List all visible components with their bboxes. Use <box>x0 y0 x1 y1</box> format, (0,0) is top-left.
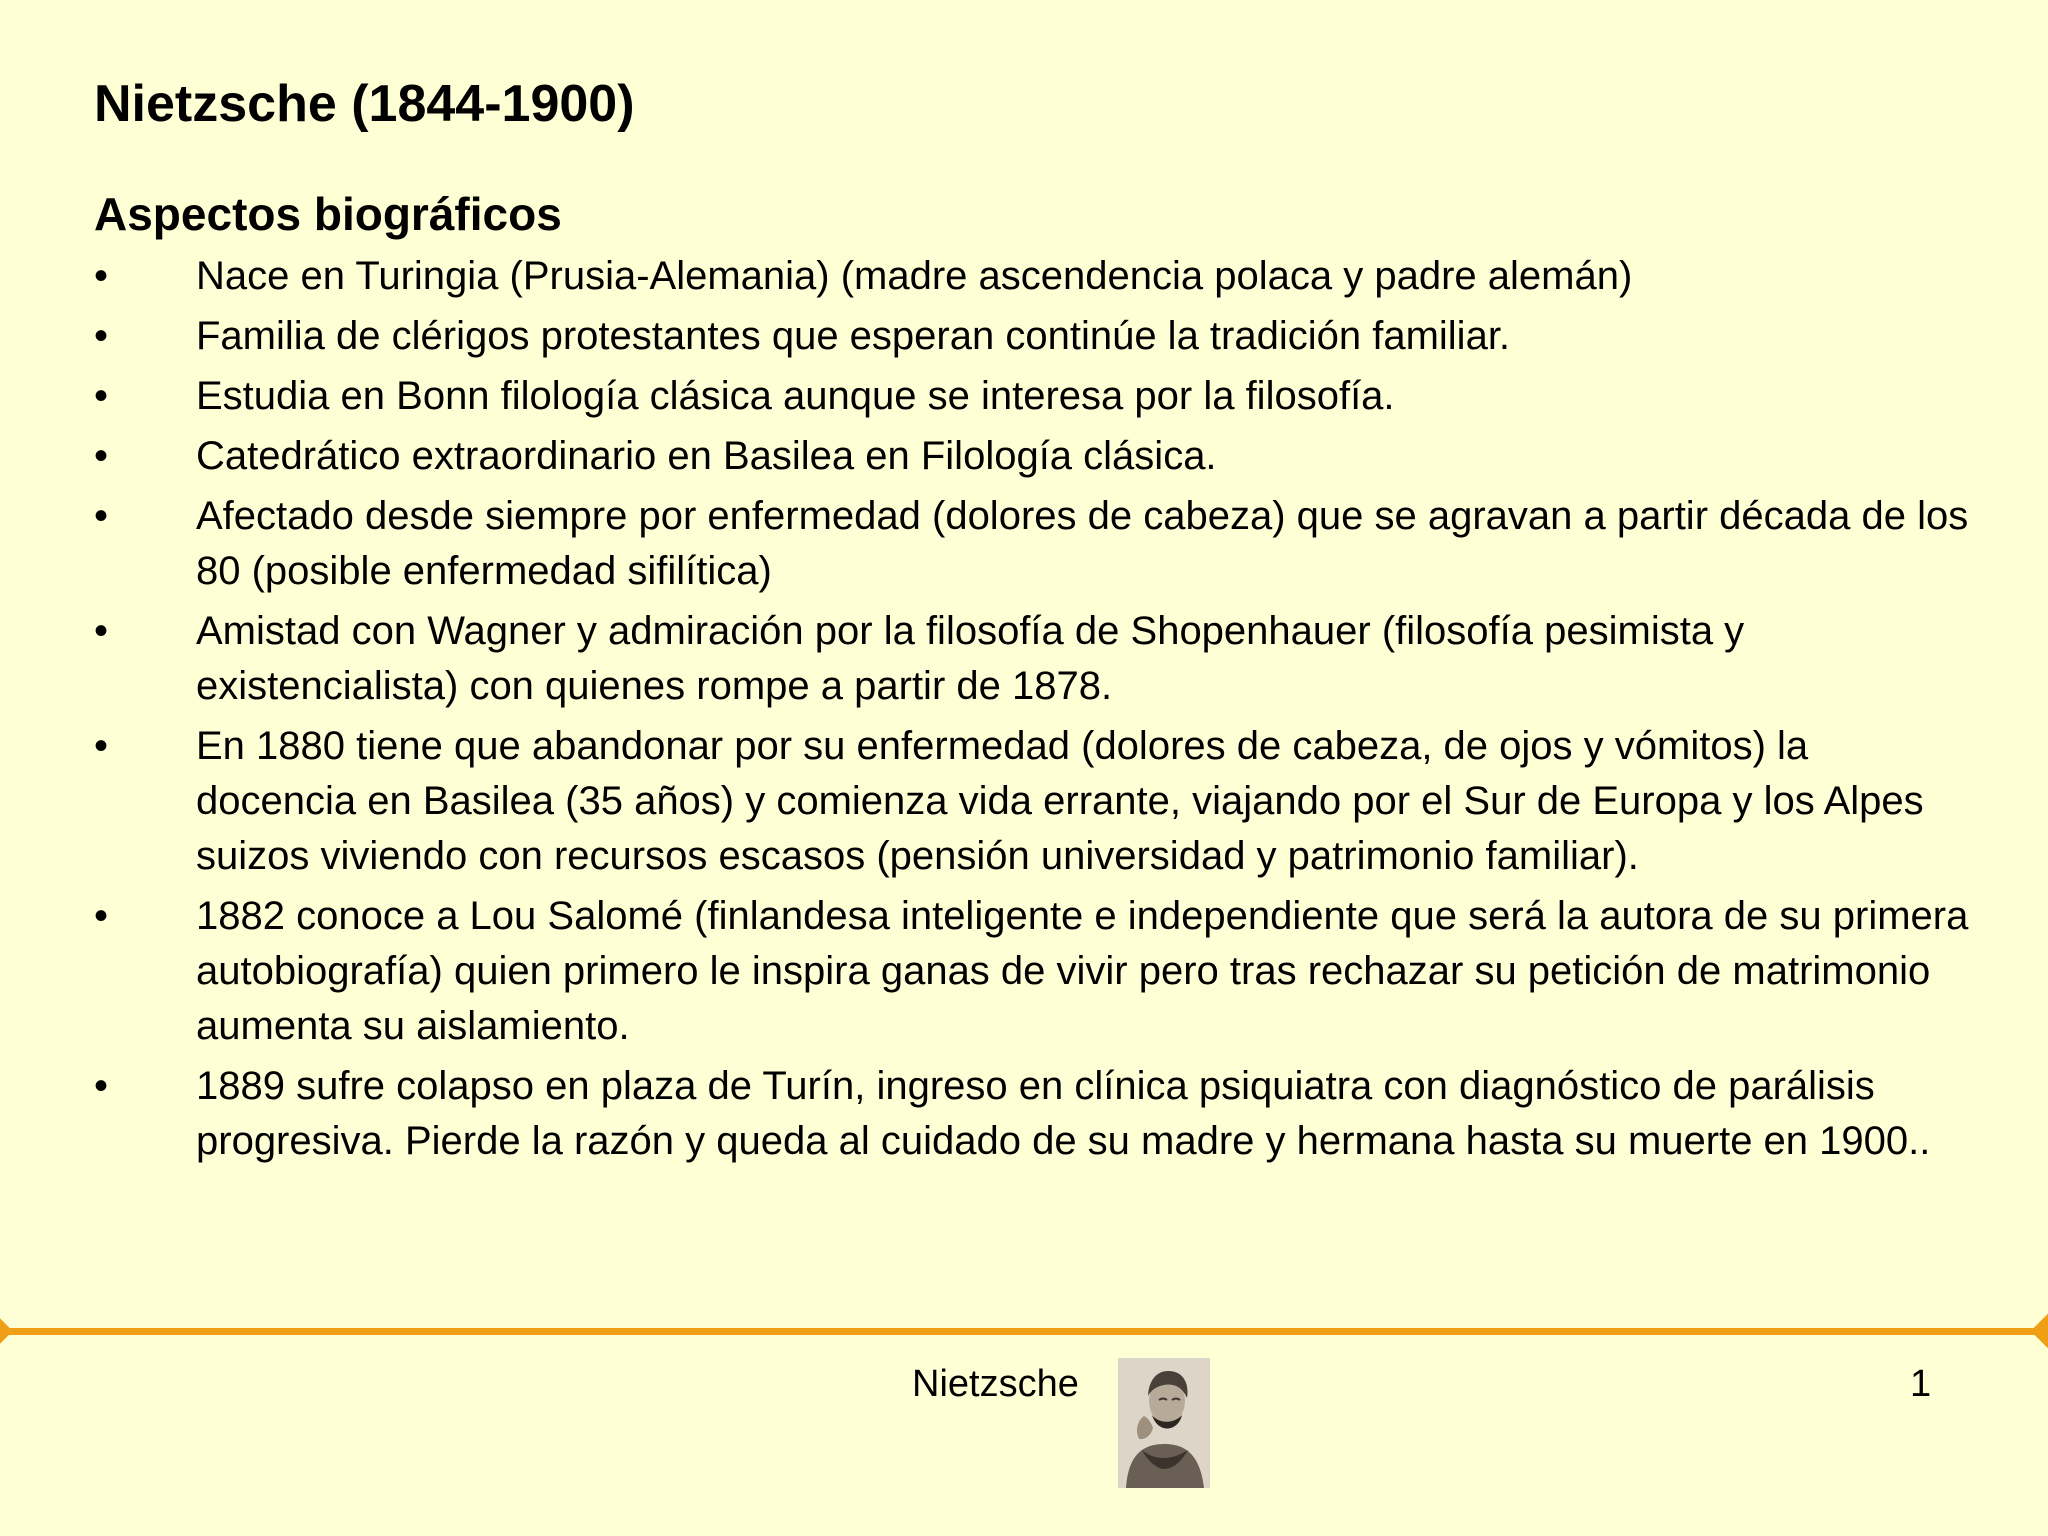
bullet-icon: • <box>94 254 109 298</box>
bullet-text: Nace en Turingia (Prusia-Alemania) (madre ascendencia polaca y padre alemán) <box>196 254 1633 298</box>
bullet-text: 1882 conoce a Lou Salomé (finlandesa inteligente e independiente que será la autora de su primera autobiografía) quien primero le inspira ganas de vivir pero tras rechazar su petición de matrimonio aumenta su aislamiento. <box>196 894 1969 1048</box>
bullet-text: Catedrático extraordinario en Basilea en Filología clásica. <box>196 434 1217 478</box>
bullet-text: Estudia en Bonn filología clásica aunque se interesa por la filosofía. <box>196 374 1395 418</box>
list-item <box>94 249 1974 304</box>
divider-end-cap-left <box>0 1318 13 1343</box>
bullet-icon: • <box>94 609 109 653</box>
list-item <box>94 429 1974 484</box>
slide-subtitle: Aspectos biográficos <box>94 188 562 240</box>
bullet-icon: • <box>94 724 109 768</box>
footer-title: Nietzsche <box>912 1363 1079 1405</box>
divider-end-cap-right <box>2031 1313 2048 1350</box>
footer-divider <box>0 1328 2048 1335</box>
bullet-icon: • <box>94 894 109 938</box>
bullet-text: 1889 sufre colapso en plaza de Turín, ingreso en clínica psiquiatra con diagnóstico de parálisis progresiva. Pierde la razón y queda al cuidado de su madre y hermana hasta su muerte en 1900.. <box>196 1064 1931 1163</box>
bullet-text: Afectado desde siempre por enfermedad (dolores de cabeza) que se agravan a partir década de los 80 (posible enfermedad sifilítica) <box>196 494 1969 593</box>
bullet-text: Amistad con Wagner y admiración por la filosofía de Shopenhauer (filosofía pesimista y existencialista) con quienes rompe a partir de 1878. <box>196 609 1745 708</box>
list-item <box>94 369 1974 424</box>
bullet-icon: • <box>94 434 109 478</box>
list-item <box>94 604 1974 714</box>
bullet-icon: • <box>94 494 109 538</box>
bullet-text: En 1880 tiene que abandonar por su enfermedad (dolores de cabeza, de ojos y vómitos) la docencia en Basilea (35 años) y comienza vida errante, viajando por el Sur de Europa y los Alpes suizos viviendo con recursos escasos (pensión universidad y patrimonio familiar). <box>196 724 1924 878</box>
bullet-list <box>94 249 1974 1174</box>
bullet-text: Familia de clérigos protestantes que esperan continúe la tradición familiar. <box>196 314 1511 358</box>
bullet-icon: • <box>94 1064 109 1108</box>
list-item <box>94 309 1974 364</box>
page-number: 1 <box>1910 1363 1932 1405</box>
list-item <box>94 489 1974 599</box>
bullet-icon: • <box>94 374 109 418</box>
slide-title: Nietzsche (1844-1900) <box>94 75 635 133</box>
list-item <box>94 1059 1974 1169</box>
bullet-icon: • <box>94 314 109 358</box>
portrait-illustration <box>1118 1358 1210 1488</box>
list-item <box>94 719 1974 884</box>
portrait-image <box>1118 1358 1210 1488</box>
list-item <box>94 889 1974 1054</box>
